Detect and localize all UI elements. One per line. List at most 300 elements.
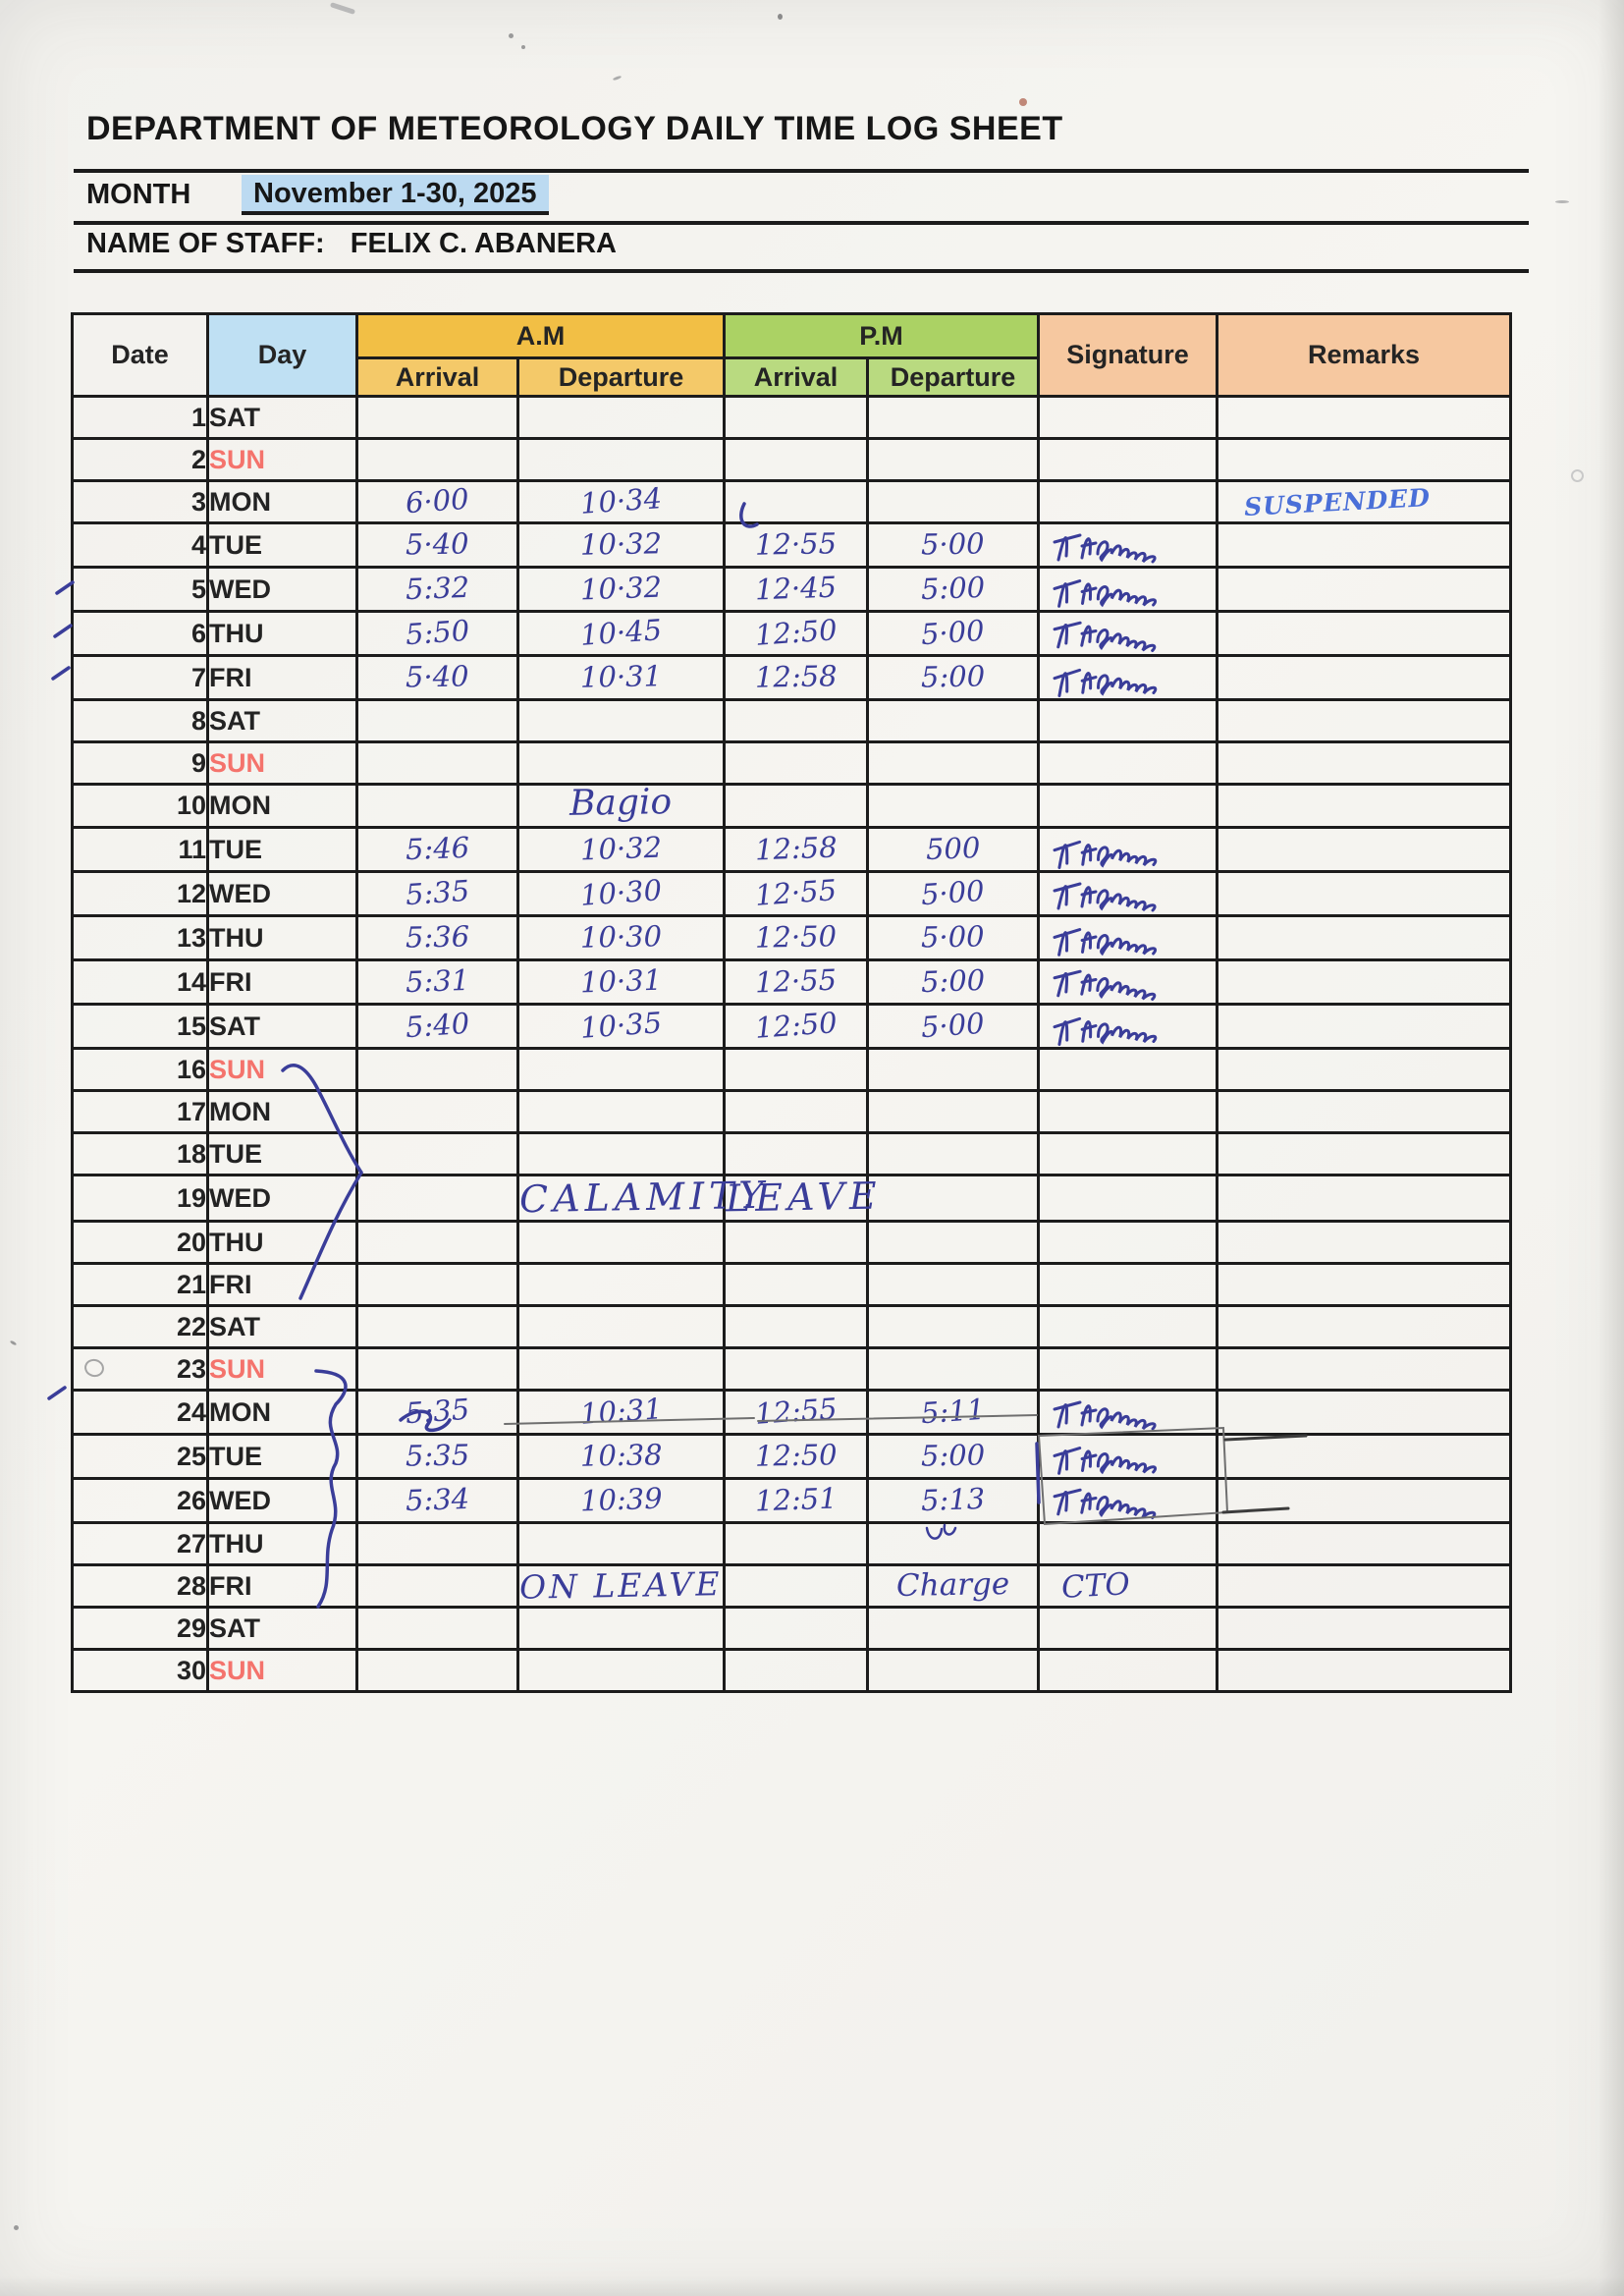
date-number: 10	[176, 791, 206, 820]
table-row	[73, 1049, 1511, 1091]
date-number: 12	[176, 878, 206, 908]
handwritten-entry: 10·34	[578, 481, 664, 520]
handwritten-entry: 5:46	[405, 830, 470, 867]
handwritten-entry: 10·32	[579, 570, 663, 607]
date-cell	[73, 1306, 208, 1348]
cell-pm-arr	[725, 656, 868, 700]
cell-am-dep	[518, 656, 725, 700]
cell-pm-dep	[868, 785, 1039, 828]
remarks-cell	[1218, 1091, 1511, 1133]
handwritten-entry: 12·55	[754, 526, 838, 562]
signature-cell	[1039, 523, 1218, 568]
day-cell	[208, 656, 357, 700]
cell-pm-dep	[868, 1049, 1039, 1091]
handwritten-entry: 5:32	[405, 570, 470, 607]
remarks-cell	[1218, 397, 1511, 439]
scan-speck	[778, 14, 783, 20]
handwritten-entry: 10·31	[579, 659, 663, 694]
cell-pm-arr	[725, 1565, 868, 1608]
cell-pm-dep	[868, 1264, 1039, 1306]
cell-am-dep	[518, 1479, 725, 1523]
handwritten-entry: 5·00	[920, 526, 986, 562]
date-cell	[73, 523, 208, 568]
table-row	[73, 1523, 1511, 1565]
remarks-cell	[1218, 612, 1511, 656]
cell-pm-arr	[725, 1608, 868, 1650]
table-row	[73, 1005, 1511, 1049]
cell-pm-arr	[725, 523, 868, 568]
handwritten-entry: 10·30	[578, 873, 664, 912]
table-row	[73, 1175, 1511, 1222]
cell-am-dep	[518, 742, 725, 785]
day-cell	[208, 1091, 357, 1133]
date-cell	[73, 742, 208, 785]
day-label: SAT	[209, 705, 260, 736]
cell-am-dep	[518, 1173, 769, 1222]
handwritten-entry: 12·55	[754, 962, 838, 1000]
signature-cell	[1039, 656, 1218, 700]
handwritten-entry: 5:35	[405, 1438, 470, 1473]
cell-am-arr	[357, 523, 518, 568]
cell-am-dep	[518, 782, 725, 828]
day-label: FRI	[209, 966, 252, 997]
cell-pm-dep	[868, 1175, 1039, 1222]
day-cell	[208, 1264, 357, 1306]
table-row	[73, 481, 1511, 523]
table-row	[73, 960, 1511, 1005]
date-number: 11	[178, 834, 206, 864]
handwritten-entry: Bagio	[569, 782, 673, 824]
day-cell	[208, 1523, 357, 1565]
day-label: WED	[209, 878, 271, 908]
handwritten-entry: 10:39	[579, 1481, 663, 1518]
cell-am-dep	[518, 1005, 725, 1049]
signature-cell	[1039, 872, 1218, 916]
handwritten-entry: 12·50	[754, 919, 838, 955]
header-am: A.M	[357, 314, 725, 358]
cell-am-arr	[357, 1133, 518, 1175]
handwritten-entry: 12:50	[754, 1438, 838, 1473]
header-remarks: Remarks	[1218, 314, 1511, 397]
table-row	[73, 700, 1511, 742]
cell-pm-dep	[868, 1435, 1039, 1479]
remarks-cell	[1218, 700, 1511, 742]
day-label: SAT	[209, 1613, 260, 1643]
remarks-cell	[1218, 1565, 1511, 1608]
table-row	[73, 742, 1511, 785]
staff-row	[86, 228, 617, 260]
handwritten-entry: 10·31	[579, 962, 663, 1000]
cell-am-dep	[518, 960, 725, 1005]
remarks-cell	[1218, 1608, 1511, 1650]
handwritten-entry: 6·00	[405, 481, 470, 520]
date-cell	[73, 612, 208, 656]
cell-pm-dep	[868, 828, 1039, 872]
remarks-cell	[1218, 785, 1511, 828]
signature-cell	[1039, 1391, 1218, 1435]
signature-cell	[1039, 1565, 1218, 1608]
date-cell	[73, 1435, 208, 1479]
cell-pm-arr	[725, 1174, 883, 1222]
table-row	[73, 1306, 1511, 1348]
cell-pm-arr	[725, 1391, 868, 1435]
date-number: 30	[176, 1655, 206, 1685]
cell-am-dep	[518, 1222, 725, 1264]
cell-pm-arr	[725, 1435, 868, 1479]
date-number: 5	[190, 574, 206, 604]
cell-pm-dep	[868, 700, 1039, 742]
handwritten-remark: SUSPENDED	[1243, 482, 1432, 521]
cell-am-arr	[357, 439, 518, 481]
margin-check-7	[53, 668, 69, 679]
handwritten-entry: 12:51	[754, 1481, 838, 1518]
cell-am-arr	[357, 656, 518, 700]
table-row	[73, 828, 1511, 872]
day-label: SAT	[209, 402, 260, 432]
cell-pm-arr	[725, 960, 868, 1005]
header-day: Day	[208, 314, 357, 397]
date-number: 9	[190, 747, 206, 778]
remarks-cell	[1218, 1391, 1511, 1435]
header-date: Date	[73, 314, 208, 397]
date-cell	[73, 1523, 208, 1565]
handwritten-entry: 5·00	[920, 613, 986, 652]
day-cell	[208, 1049, 357, 1091]
signature-scribble	[1049, 564, 1199, 612]
signature-cell	[1039, 916, 1218, 960]
date-cell	[73, 568, 208, 612]
table-row	[73, 1391, 1511, 1435]
handwritten-entry: 12:50	[753, 613, 839, 652]
day-label: TUE	[209, 529, 262, 560]
scan-speck	[613, 76, 622, 82]
header-pm-arrival: Arrival	[725, 358, 868, 397]
remarks-cell	[1218, 1435, 1511, 1479]
signature-cell	[1039, 1133, 1218, 1175]
day-label: MON	[209, 791, 271, 820]
handwritten-entry: 12:58	[754, 830, 838, 867]
date-number: 8	[190, 705, 206, 736]
remarks-cell	[1218, 481, 1511, 523]
cell-pm-dep	[868, 612, 1039, 656]
cell-am-arr	[357, 1479, 518, 1523]
cell-am-arr	[357, 1523, 518, 1565]
day-label: SUN	[209, 747, 266, 778]
handwritten-entry: 12:58	[754, 659, 838, 694]
scan-speck	[521, 45, 525, 49]
day-label: WED	[209, 1485, 271, 1515]
remarks-cell	[1218, 872, 1511, 916]
day-label: SAT	[209, 1311, 260, 1341]
table-row	[73, 568, 1511, 612]
margin-check-6	[55, 626, 71, 636]
day-label: MON	[209, 1396, 271, 1427]
cell-pm-dep	[868, 568, 1039, 612]
date-number: 13	[176, 922, 206, 953]
handwritten-entry: 12:50	[753, 1006, 839, 1045]
date-number: 26	[176, 1485, 206, 1515]
day-label: SUN	[209, 1655, 266, 1685]
cell-pm-dep	[868, 916, 1039, 960]
cell-pm-arr	[725, 916, 868, 960]
table-row	[73, 439, 1511, 481]
cell-pm-arr	[725, 785, 868, 828]
cell-am-arr	[357, 397, 518, 439]
signature-scribble	[1049, 651, 1200, 702]
day-cell	[208, 568, 357, 612]
cell-pm-dep	[868, 742, 1039, 785]
date-number: 4	[190, 529, 206, 560]
table-row	[73, 1650, 1511, 1692]
cell-pm-arr	[725, 1005, 868, 1049]
month-value-highlight: November 1-30, 2025	[242, 175, 549, 215]
day-cell	[208, 1608, 357, 1650]
cell-am-dep	[518, 828, 725, 872]
cell-am-arr	[357, 872, 518, 916]
scan-speck	[1555, 200, 1569, 203]
handwritten-entry: 5·40	[405, 659, 470, 694]
date-number: 16	[176, 1054, 206, 1084]
cell-am-arr	[357, 1435, 518, 1479]
cell-am-arr	[357, 828, 518, 872]
cell-pm-arr	[725, 1650, 868, 1692]
signature-scribble	[1050, 958, 1200, 1005]
day-cell	[208, 1391, 357, 1435]
remarks-cell	[1218, 1175, 1511, 1222]
handwritten-entry: 5·40	[405, 526, 470, 562]
scan-speck	[509, 33, 514, 38]
date-cell	[73, 1264, 208, 1306]
cell-pm-arr	[725, 1049, 868, 1091]
cell-pm-arr	[725, 1264, 868, 1306]
handwritten-entry: LEAVE	[725, 1174, 883, 1221]
remarks-cell	[1218, 439, 1511, 481]
handwritten-entry: 12·55	[753, 873, 839, 912]
cell-pm-dep	[868, 1091, 1039, 1133]
time-log-table	[71, 312, 1512, 1693]
cell-pm-dep	[868, 1348, 1039, 1391]
header-pm-departure: Departure	[868, 358, 1039, 397]
signature-scribble	[1049, 823, 1200, 874]
cell-am-dep	[518, 1608, 725, 1650]
cell-pm-dep	[868, 656, 1039, 700]
handwritten-entry: 5:35	[404, 873, 471, 912]
table-row	[73, 785, 1511, 828]
cell-am-arr	[357, 1565, 518, 1608]
date-cell	[73, 397, 208, 439]
day-cell	[208, 1479, 357, 1523]
date-cell	[73, 828, 208, 872]
scan-speck	[14, 2225, 19, 2230]
day-cell	[208, 916, 357, 960]
signature-cell	[1039, 1005, 1218, 1049]
handwritten-entry: 12:55	[753, 1392, 839, 1431]
cell-pm-arr	[725, 1133, 868, 1175]
signature-scribble	[1050, 610, 1200, 656]
cell-pm-arr	[725, 700, 868, 742]
cell-am-arr	[357, 612, 518, 656]
cell-pm-dep	[868, 872, 1039, 916]
date-cell	[73, 1049, 208, 1091]
date-number: 19	[176, 1182, 206, 1213]
cell-pm-dep	[868, 439, 1039, 481]
signature-cell	[1039, 1523, 1218, 1565]
handwritten-entry: 10·35	[578, 1006, 664, 1045]
signature-scribble	[1050, 1390, 1199, 1433]
handwritten-entry: 10·32	[579, 526, 663, 562]
cell-am-dep	[518, 872, 725, 916]
staff-label: NAME OF STAFF:	[86, 228, 325, 259]
day-label: FRI	[209, 1570, 252, 1601]
date-number: 18	[176, 1138, 206, 1169]
scan-edge-shadow	[1598, 0, 1624, 2296]
cell-pm-dep	[868, 1005, 1039, 1049]
day-label: THU	[209, 618, 264, 648]
cell-am-dep	[518, 700, 725, 742]
date-number: 29	[176, 1613, 206, 1643]
signature-cell	[1039, 1264, 1218, 1306]
signature-scribble	[1049, 1000, 1200, 1051]
page-title: DEPARTMENT OF METEOROLOGY DAILY TIME LOG SHEET	[86, 110, 1063, 147]
handwritten-entry: 500	[925, 831, 981, 866]
date-number: 3	[190, 486, 206, 517]
date-number: 14	[176, 966, 206, 997]
signature-cell	[1039, 1175, 1218, 1222]
day-label: THU	[209, 1528, 264, 1558]
remarks-cell	[1218, 1650, 1511, 1692]
remarks-cell	[1218, 960, 1511, 1005]
table-row	[73, 916, 1511, 960]
day-label: THU	[209, 1227, 264, 1257]
handwritten-entry: 10·30	[579, 919, 663, 955]
signature-cell	[1039, 612, 1218, 656]
cell-am-arr	[357, 1222, 518, 1264]
handwritten-entry: 5:13	[920, 1481, 986, 1518]
day-cell	[208, 612, 357, 656]
cell-am-dep	[518, 1523, 725, 1565]
date-cell	[73, 1133, 208, 1175]
date-number: 21	[176, 1269, 206, 1299]
handwritten-entry: CALAMITY	[518, 1173, 769, 1222]
scan-speck	[1019, 98, 1027, 106]
header-pm: P.M	[725, 314, 1039, 358]
cell-pm-dep	[868, 1391, 1039, 1435]
cell-am-dep	[518, 481, 725, 523]
day-cell	[208, 439, 357, 481]
remarks-cell	[1218, 742, 1511, 785]
cell-am-arr	[357, 1091, 518, 1133]
day-cell	[208, 1348, 357, 1391]
handwritten-entry: 12·45	[754, 570, 838, 607]
cell-pm-dep	[868, 1650, 1039, 1692]
date-number: 23	[176, 1353, 206, 1384]
divider	[74, 169, 1529, 173]
day-cell	[208, 397, 357, 439]
day-label: MON	[209, 1096, 271, 1126]
day-cell	[208, 1222, 357, 1264]
handwritten-entry: 10:38	[579, 1438, 663, 1473]
cell-am-arr	[357, 1650, 518, 1692]
cell-pm-arr	[725, 439, 868, 481]
date-number: 27	[176, 1528, 206, 1558]
table-row	[73, 612, 1511, 656]
cell-pm-arr	[725, 1523, 868, 1565]
cell-am-dep	[518, 1565, 725, 1608]
date-cell	[73, 1391, 208, 1435]
remarks-cell	[1218, 656, 1511, 700]
divider	[74, 269, 1529, 273]
cell-am-dep	[518, 1650, 725, 1692]
staff-name: FELIX C. ABANERA	[350, 228, 617, 259]
day-cell	[208, 1005, 357, 1049]
date-cell	[73, 916, 208, 960]
signature-cell	[1039, 481, 1218, 523]
day-cell	[208, 1175, 357, 1222]
date-cell	[73, 785, 208, 828]
scan-speck	[330, 2, 355, 15]
table-row	[73, 1133, 1511, 1175]
date-cell	[73, 1479, 208, 1523]
header-signature: Signature	[1039, 314, 1218, 397]
cell-pm-dep	[868, 481, 1039, 523]
scan-edge-shadow	[0, 2276, 1624, 2296]
month-label: MONTH	[86, 179, 191, 210]
signature-scribble	[1050, 1477, 1200, 1523]
cell-pm-dep	[868, 1523, 1039, 1565]
handwritten-entry: 5:00	[920, 1438, 986, 1473]
table-row	[73, 1222, 1511, 1264]
date-number: 15	[176, 1011, 206, 1041]
date-cell	[73, 700, 208, 742]
handwritten-entry: 10·32	[579, 830, 663, 867]
header-am-departure: Departure	[518, 358, 725, 397]
cell-pm-dep	[868, 1133, 1039, 1175]
cell-am-arr	[357, 700, 518, 742]
cell-pm-dep	[868, 397, 1039, 439]
cell-pm-dep	[868, 1306, 1039, 1348]
handwritten-entry: 5·00	[920, 873, 986, 912]
day-cell	[208, 1650, 357, 1692]
cell-pm-arr	[725, 742, 868, 785]
day-label: SUN	[209, 444, 266, 474]
remarks-cell	[1218, 1479, 1511, 1523]
day-label: TUE	[209, 1138, 262, 1169]
date-cell	[73, 481, 208, 523]
cell-pm-arr	[725, 1348, 868, 1391]
handwritten-entry: 5:00	[920, 962, 986, 1000]
day-cell	[208, 700, 357, 742]
cell-am-arr	[357, 960, 518, 1005]
day-cell	[208, 1565, 357, 1608]
handwritten-entry: 5:35	[404, 1392, 471, 1431]
handwritten-entry: 5:50	[404, 613, 471, 652]
handwritten-entry: 5·00	[920, 1006, 986, 1045]
day-label: SAT	[209, 1011, 260, 1041]
cell-am-arr	[357, 568, 518, 612]
signature-cell	[1039, 960, 1218, 1005]
date-cell	[73, 872, 208, 916]
date-cell	[73, 960, 208, 1005]
cell-am-arr	[357, 1049, 518, 1091]
handwritten-entry: 10·45	[578, 613, 664, 652]
cell-pm-arr	[725, 397, 868, 439]
cell-pm-arr	[725, 481, 868, 523]
date-number: 17	[176, 1096, 206, 1126]
day-label: FRI	[209, 1269, 252, 1299]
handwritten-entry: 5:11	[919, 1392, 987, 1431]
cell-am-dep	[518, 1348, 725, 1391]
day-cell	[208, 872, 357, 916]
